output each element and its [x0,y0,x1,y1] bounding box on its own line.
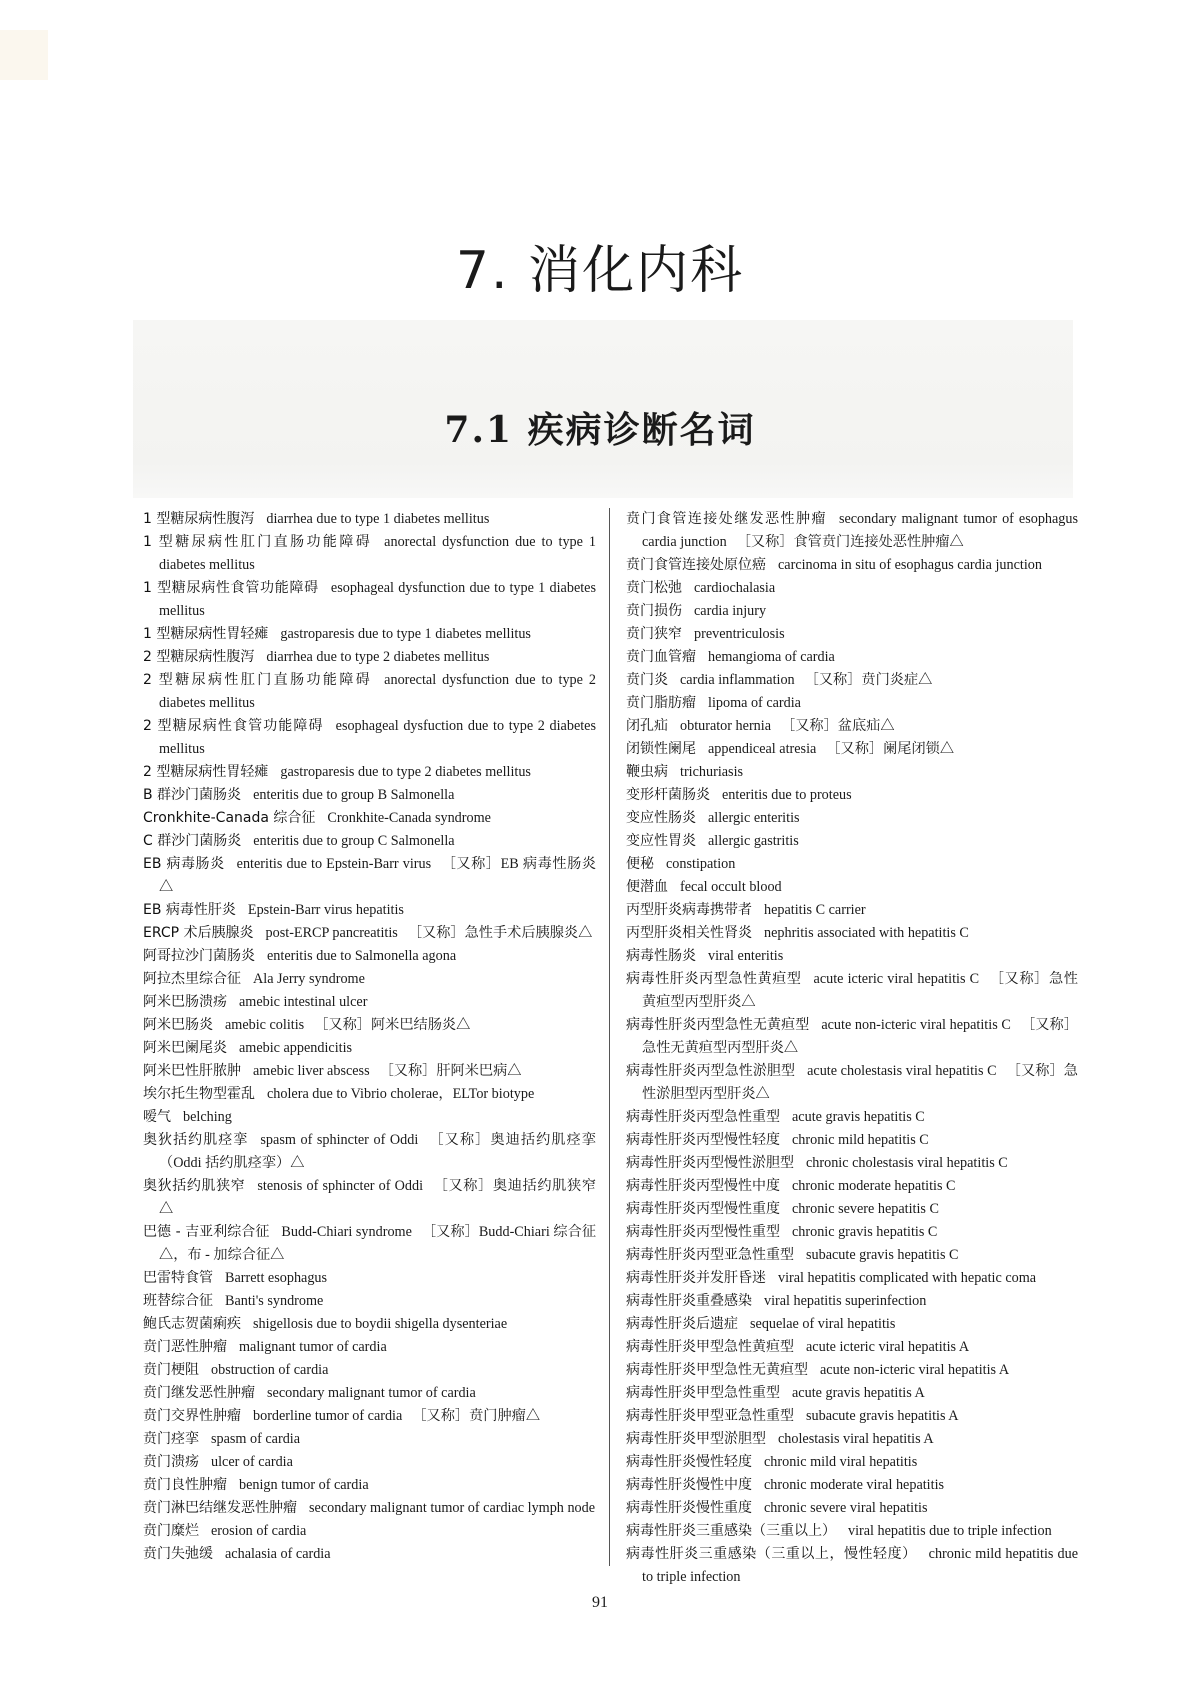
entry-term: 病毒性肝炎甲型急性无黄疸型 [626,1362,808,1378]
entry-term: 埃尔托生物型霍乱 [143,1086,255,1102]
entry-term: 变应性肠炎 [626,810,696,826]
entry-alias: ［又称］贲门肿瘤△ [412,1408,541,1424]
glossary-entry [626,1152,1078,1175]
entry-english: stenosis of sphincter of Oddi [257,1178,424,1194]
entry-term: 病毒性肝炎甲型急性重型 [626,1385,780,1401]
entry-english: hepatitis C carrier [764,902,866,918]
entry-english: borderline tumor of cardia [253,1408,403,1424]
entry-english: cardia inflammation [680,672,795,688]
entry-term: 变应性胃炎 [626,833,696,849]
entry-term: EB 病毒性肝炎 [143,902,236,918]
entry-english: acute gravis hepatitis C [792,1109,925,1125]
entry-english: post-ERCP pancreatitis [265,925,398,941]
entry-english: constipation [666,856,736,872]
entry-english: amebic intestinal ulcer [239,994,368,1010]
entry-english: anorectal dysfunction due to type 2 diabetes mellitus [159,672,596,711]
entry-english: spasm of cardia [211,1431,301,1447]
entry-term: 嗳气 [143,1109,171,1125]
entry-english: appendiceal atresia [708,741,817,757]
entry-english: achalasia of cardia [225,1546,331,1562]
entry-english: acute gravis hepatitis A [792,1385,925,1401]
glossary-entry [143,1014,596,1037]
entry-english: cardiochalasia [694,580,776,596]
entry-english: fecal occult blood [680,879,782,895]
glossary-entry [143,922,596,945]
entry-term: 贲门交界性肿瘤 [143,1408,241,1424]
entry-term: 病毒性肠炎 [626,948,696,964]
entry-term: 贲门食管连接处继发恶性肿瘤 [626,511,827,527]
entry-term: 病毒性肝炎丙型慢性淤胆型 [626,1155,794,1171]
glossary-entry [143,761,596,784]
entry-term: 病毒性肝炎重叠感染 [626,1293,752,1309]
entry-term: 班替综合征 [143,1293,213,1309]
glossary-entry [143,968,596,991]
glossary-entry [143,853,596,899]
entry-term: EB 病毒肠炎 [143,856,225,872]
glossary-entry [143,1474,596,1497]
entry-english: chronic mild hepatitis C [792,1132,929,1148]
glossary-entry [626,1451,1078,1474]
entry-english: chronic moderate hepatitis C [792,1178,956,1194]
entry-english: cholestasis viral hepatitis A [778,1431,934,1447]
glossary-entry [626,669,1078,692]
column-divider [609,508,610,1566]
entry-english: nephritis associated with hepatitis C [764,925,969,941]
entry-english: viral enteritis [708,948,784,964]
entry-term: 贲门良性肿瘤 [143,1477,227,1493]
glossary-entry [626,623,1078,646]
entry-term: 病毒性肝炎丙型急性无黄疸型 [626,1017,810,1033]
entry-english: acute icteric viral hepatitis C [813,971,980,987]
entry-term: 便秘 [626,856,654,872]
entry-alias: ［又称］盆底疝△ [781,718,895,734]
entry-term: 病毒性肝炎甲型急性黄疸型 [626,1339,794,1355]
entry-english: Ala Jerry syndrome [253,971,365,987]
entry-term: 病毒性肝炎丙型慢性重度 [626,1201,780,1217]
entry-english: obstruction of cardia [211,1362,329,1378]
entry-english: viral hepatitis complicated with hepatic coma [778,1270,1037,1286]
entry-term: 病毒性肝炎丙型慢性重型 [626,1224,780,1240]
entry-english: viral hepatitis due to triple infection [848,1523,1052,1539]
glossary-entry [626,1497,1078,1520]
entry-term: 病毒性肝炎丙型亚急性重型 [626,1247,794,1263]
entry-term: 贲门炎 [626,672,668,688]
entry-english: chronic gravis hepatitis C [792,1224,938,1240]
entry-alias: ［又称］急性淤胆型丙型肝炎△ [642,1063,1078,1102]
entry-term: 病毒性肝炎丙型慢性轻度 [626,1132,780,1148]
glossary-entry [143,669,596,715]
entry-english: diarrhea due to type 1 diabetes mellitus [266,511,490,527]
entry-english: chronic cholestasis viral hepatitis C [806,1155,1008,1171]
glossary-entry [143,1520,596,1543]
entry-term: 2 型糖尿病性肛门直肠功能障碍 [143,672,373,688]
entry-term: 病毒性肝炎甲型淤胆型 [626,1431,766,1447]
entry-term: 贲门继发恶性肿瘤 [143,1385,255,1401]
entry-term: 病毒性肝炎丙型急性黄疸型 [626,971,802,987]
glossary-entry [626,899,1078,922]
entry-english: sequelae of viral hepatitis [750,1316,896,1332]
glossary-entry [626,945,1078,968]
entry-term: 1 型糖尿病性胃轻瘫 [143,626,269,642]
entry-english: acute icteric viral hepatitis A [806,1339,970,1355]
entry-english: esophageal dysfunction due to type 1 diabetes mellitus [159,580,596,619]
entry-term: 病毒性肝炎三重感染（三重以上） [626,1523,836,1539]
glossary-entry [143,784,596,807]
entry-term: 病毒性肝炎丙型急性重型 [626,1109,780,1125]
glossary-entry [626,1221,1078,1244]
entry-term: 病毒性肝炎丙型慢性中度 [626,1178,780,1194]
entry-english: amebic appendicitis [239,1040,353,1056]
entry-english: chronic severe viral hepatitis [764,1500,928,1516]
glossary-entry [143,1382,596,1405]
entry-term: 闭孔疝 [626,718,668,734]
glossary-entry [143,531,596,577]
glossary-entry [626,1428,1078,1451]
entry-term: 1 型糖尿病性肛门直肠功能障碍 [143,534,373,550]
entry-term: 贲门恶性肿瘤 [143,1339,227,1355]
right-column [626,508,1078,1589]
entry-term: 奥狄括约肌痉挛 [143,1132,249,1148]
entry-english: malignant tumor of cardia [239,1339,387,1355]
entry-term: 阿米巴性肝脓肿 [143,1063,241,1079]
glossary-entry [626,1290,1078,1313]
entry-alias: ［又称］阑尾闭锁△ [826,741,955,757]
glossary-entry [143,1129,596,1175]
entry-term: 贲门血管瘤 [626,649,696,665]
glossary-entry [626,1359,1078,1382]
entry-alias: ［又称］奥迪括约肌痉挛（Oddi 括约肌痉挛）△ [159,1132,596,1171]
glossary-entry [626,1060,1078,1106]
entry-english: Barrett esophagus [225,1270,328,1286]
entry-term: 奥狄括约肌狭窄 [143,1178,246,1194]
entry-english: hemangioma of cardia [708,649,835,665]
chapter-title: 7. 消化内科 [455,241,745,301]
entry-english: gastroparesis due to type 2 diabetes mellitus [280,764,531,780]
entry-term: 巴德 - 吉亚利综合征 [143,1224,270,1240]
entry-term: 变形杆菌肠炎 [626,787,710,803]
entry-english: erosion of cardia [211,1523,307,1539]
glossary-entry [626,1244,1078,1267]
glossary-entry [626,600,1078,623]
entry-term: 贲门脂肪瘤 [626,695,696,711]
glossary-entry [143,991,596,1014]
glossary-entry [626,1014,1078,1060]
glossary-entry [143,945,596,968]
entry-term: 病毒性肝炎后遗症 [626,1316,738,1332]
glossary-entry [143,1060,596,1083]
entry-term: 贲门溃疡 [143,1454,199,1470]
entry-term: 鞭虫病 [626,764,668,780]
glossary-entry [143,1175,596,1221]
glossary-entry [143,1359,596,1382]
glossary-entry [143,1037,596,1060]
glossary-entry [626,807,1078,830]
entry-english: secondary malignant tumor of cardia [267,1385,476,1401]
entry-english: enteritis due to group C Salmonella [253,833,455,849]
entry-english: enteritis due to Salmonella agona [267,948,457,964]
entry-english: secondary malignant tumor of esophagus cardia junction [642,511,1079,550]
glossary-entry [143,1290,596,1313]
entry-english: Banti's syndrome [225,1293,324,1309]
glossary-entry [626,1336,1078,1359]
entry-english: chronic moderate viral hepatitis [764,1477,945,1493]
entry-english: enteritis due to proteus [722,787,852,803]
entry-term: 2 型糖尿病性食管功能障碍 [143,718,324,734]
entry-term: 病毒性肝炎甲型亚急性重型 [626,1408,794,1424]
entry-english: gastroparesis due to type 1 diabetes mellitus [280,626,531,642]
glossary-entry [143,577,596,623]
entry-term: 便潜血 [626,879,668,895]
entry-term: 丙型肝炎相关性肾炎 [626,925,752,941]
glossary-entry [143,1497,596,1520]
glossary-entry [626,830,1078,853]
entry-term: B 群沙门菌肠炎 [143,787,242,803]
entry-english: preventriculosis [694,626,785,642]
entry-term: 贲门松弛 [626,580,682,596]
entry-term: 病毒性肝炎慢性中度 [626,1477,752,1493]
entry-english: Epstein-Barr virus hepatitis [247,902,404,918]
entry-alias: ［又称］肝阿米巴病△ [379,1063,522,1079]
entry-english: chronic severe hepatitis C [792,1201,939,1217]
entry-term: 2 型糖尿病性腹泻 [143,649,255,665]
entry-english: cardia injury [694,603,767,619]
entry-english: viral hepatitis superinfection [764,1293,927,1309]
entry-alias: ［又称］贲门炎症△ [804,672,933,688]
entry-english: anorectal dysfunction due to type 1 diabetes mellitus [159,534,596,573]
glossary-entry [626,1520,1078,1543]
entry-alias: ［又称］Budd-Chiari 综合征△，布 - 加综合征△ [159,1224,597,1263]
entry-english: Budd-Chiari syndrome [281,1224,412,1240]
entry-term: 阿米巴肠炎 [143,1017,213,1033]
glossary-entry [626,1267,1078,1290]
entry-english: benign tumor of cardia [239,1477,369,1493]
entry-alias: ［又称］阿米巴结肠炎△ [314,1017,471,1033]
glossary-entry [143,1428,596,1451]
entry-english: Cronkhite-Canada syndrome [327,810,491,826]
glossary-entry [626,508,1078,554]
entry-english: carcinoma in situ of esophagus cardia junction [778,557,1042,573]
entry-english: lipoma of cardia [708,695,801,711]
glossary-entry [143,715,596,761]
glossary-entry [626,554,1078,577]
entry-term: 病毒性肝炎丙型急性淤胆型 [626,1063,796,1079]
glossary-entry [143,1405,596,1428]
glossary-entry [626,738,1078,761]
glossary-entry [143,1221,596,1267]
entry-alias: ［又称］EB 病毒性肠炎△ [159,856,596,895]
left-column [143,508,596,1566]
glossary-entry [143,1083,596,1106]
entry-term: 贲门淋巴结继发恶性肿瘤 [143,1500,297,1516]
glossary-entry [143,830,596,853]
glossary-entry [143,899,596,922]
page-number: 91 [592,1594,608,1611]
glossary-entry [626,853,1078,876]
entry-term: Cronkhite-Canada 综合征 [143,810,316,826]
entry-english: chronic mild hepatitis due to triple infection [642,1546,1079,1585]
glossary-entry [143,623,596,646]
glossary-entry [626,1198,1078,1221]
entry-english: obturator hernia [680,718,771,734]
glossary-entry [626,1543,1078,1589]
entry-alias: ［又称］食管贲门连接处恶性肿瘤△ [736,534,964,550]
entry-english: acute cholestasis viral hepatitis C [807,1063,997,1079]
entry-english: esophageal dysfuction due to type 2 diabetes mellitus [159,718,597,757]
entry-term: 贲门糜烂 [143,1523,199,1539]
glossary-entry [626,715,1078,738]
entry-english: shigellosis due to boydii shigella dysenteriae [253,1316,508,1332]
entry-english: amebic colitis [225,1017,305,1033]
glossary-entry [626,876,1078,899]
glossary-entry [626,1129,1078,1152]
entry-english: acute non-icteric viral hepatitis C [821,1017,1011,1033]
entry-term: C 群沙门菌肠炎 [143,833,242,849]
glossary-entry [143,1451,596,1474]
entry-term: 贲门痉挛 [143,1431,199,1447]
glossary-entry [626,1405,1078,1428]
entry-alias: ［又称］急性黄疸型丙型肝炎△ [642,971,1078,1010]
glossary-entry [143,646,596,669]
entry-term: 1 型糖尿病性腹泻 [143,511,255,527]
entry-term: 病毒性肝炎三重感染（三重以上，慢性轻度） [626,1546,917,1562]
entry-term: 病毒性肝炎慢性轻度 [626,1454,752,1470]
entry-english: subacute gravis hepatitis A [806,1408,959,1424]
entry-term: 阿哥拉沙门菌肠炎 [143,948,255,964]
entry-term: 1 型糖尿病性食管功能障碍 [143,580,319,596]
glossary-entry [143,508,596,531]
entry-term: 贲门狭窄 [626,626,682,642]
entry-english: allergic gastritis [708,833,799,849]
entry-english: chronic mild viral hepatitis [764,1454,918,1470]
glossary-entry [626,692,1078,715]
entry-term: 贲门损伤 [626,603,682,619]
entry-english: amebic liver abscess [253,1063,370,1079]
glossary-entry [626,1313,1078,1336]
glossary-entry [143,1106,596,1129]
glossary-entry [143,1313,596,1336]
glossary-entry [143,1336,596,1359]
entry-english: enteritis due to Epstein-Barr virus [236,856,432,872]
entry-term: 丙型肝炎病毒携带者 [626,902,752,918]
entry-term: 贲门梗阻 [143,1362,199,1378]
entry-alias: ［又称］奥迪括约肌狭窄△ [159,1178,597,1217]
entry-english: allergic enteritis [708,810,800,826]
entry-alias: ［又称］急性手术后胰腺炎△ [407,925,593,941]
entry-term: 阿米巴阑尾炎 [143,1040,227,1056]
entry-term: 阿米巴肠溃疡 [143,994,227,1010]
entry-term: 病毒性肝炎慢性重度 [626,1500,752,1516]
entry-english: subacute gravis hepatitis C [806,1247,959,1263]
glossary-entry [626,922,1078,945]
entry-alias: ［又称］急性无黄疸型丙型肝炎△ [642,1017,1079,1056]
section-title: 7.1 疾病诊断名词 [444,409,756,451]
entry-english: diarrhea due to type 2 diabetes mellitus [266,649,490,665]
glossary-entry [626,784,1078,807]
glossary-entry [143,1267,596,1290]
entry-term: 2 型糖尿病性胃轻瘫 [143,764,269,780]
glossary-entry [626,1382,1078,1405]
entry-english: belching [183,1109,232,1125]
corner-mark [0,30,48,80]
entry-term: 贲门食管连接处原位癌 [626,557,766,573]
entry-term: 病毒性肝炎并发肝昏迷 [626,1270,766,1286]
entry-term: 阿拉杰里综合征 [143,971,241,987]
entry-english: acute non-icteric viral hepatitis A [820,1362,1010,1378]
entry-term: 巴雷特食管 [143,1270,213,1286]
glossary-entry [626,577,1078,600]
entry-english: spasm of sphincter of Oddi [260,1132,419,1148]
entry-term: 贲门失弛缓 [143,1546,213,1562]
glossary-entry [626,1474,1078,1497]
entry-english: secondary malignant tumor of cardiac lymph node [309,1500,596,1516]
entry-term: ERCP 术后胰腺炎 [143,925,254,941]
glossary-entry [143,807,596,830]
glossary-entry [626,646,1078,669]
glossary-entry [626,1106,1078,1129]
entry-english: trichuriasis [680,764,744,780]
glossary-entry [626,968,1078,1014]
glossary-entry [626,1175,1078,1198]
entry-english: enteritis due to group B Salmonella [253,787,455,803]
entry-term: 鲍氏志贺菌痢疾 [143,1316,241,1332]
glossary-entry [626,761,1078,784]
entry-english: cholera due to Vibrio cholerae，ELTor biotype [267,1086,535,1102]
entry-term: 闭锁性阑尾 [626,741,696,757]
entry-english: ulcer of cardia [211,1454,293,1470]
glossary-entry [143,1543,596,1566]
